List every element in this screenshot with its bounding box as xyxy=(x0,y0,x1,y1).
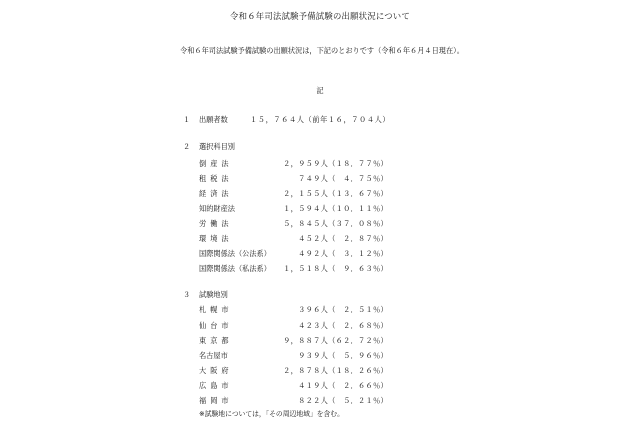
venue-label: 大阪府 xyxy=(199,366,233,375)
intro-paragraph: 令和６年司法試験予備試験の出願状況は，下記のとおりです（令和６年６月４日現在）。 xyxy=(180,46,464,55)
venue-label: 札幌市 xyxy=(199,305,233,314)
section-2-number: ２ xyxy=(183,142,191,151)
venue-footnote: ※試験地については，「その周辺地域」を含む。 xyxy=(199,410,344,418)
venue-value: ９３９人（ ５．９６％） xyxy=(298,351,388,360)
venue-label: 広島市 xyxy=(199,381,233,390)
section-1-number: １ xyxy=(183,115,191,124)
section-2-heading: 選択科目別 xyxy=(199,142,235,151)
venue-value: ３９６人（ ２．５１％） xyxy=(298,305,388,314)
subject-value: ４５２人（ ２．８７％） xyxy=(298,234,388,243)
subject-value: １，５１８人（ ９．６３％） xyxy=(283,264,388,273)
subject-label: 環境法 xyxy=(199,234,233,243)
venue-value: ２，８７８人（１８．２６％） xyxy=(283,366,388,375)
ki-heading: 記 xyxy=(316,86,324,95)
venue-value: ４２３人（ ２．６８％） xyxy=(298,321,388,330)
subject-value: ４９２人（ ３．１２％） xyxy=(298,249,388,258)
subject-label: 経済法 xyxy=(199,189,233,198)
subject-value: ２，９５９人（１８．７７％） xyxy=(283,159,388,168)
subject-label: 倒産法 xyxy=(199,159,233,168)
subject-label: 国際関係法（公法系） xyxy=(199,249,271,258)
subject-label: 労働法 xyxy=(199,219,233,228)
section-3-number: ３ xyxy=(183,290,191,299)
subject-value: ７４９人（ ４．７５％） xyxy=(298,174,388,183)
venue-label: 福岡市 xyxy=(199,396,233,405)
subject-label: 租税法 xyxy=(199,174,233,183)
subject-value: １，５９４人（１０．１１％） xyxy=(283,204,388,213)
venue-label: 東京都 xyxy=(199,336,233,345)
subject-value: ５，８４５人（３７．０８％） xyxy=(283,219,388,228)
document-title: 令和６年司法試験予備試験の出願状況について xyxy=(230,11,410,21)
venue-label: 名古屋市 xyxy=(199,351,228,360)
venue-value: ４１９人（ ２．６６％） xyxy=(298,381,388,390)
applicants-total: １５，７６４人（前年１６，７０４人） xyxy=(250,115,391,124)
subject-label: 国際関係法（私法系） xyxy=(199,264,271,273)
subject-value: ２，１５５人（１３．６７％） xyxy=(283,189,388,198)
subject-label: 知的財産法 xyxy=(199,204,235,213)
venue-value: ９，８８７人（６２．７２％） xyxy=(283,336,388,345)
section-3-heading: 試験地別 xyxy=(199,290,228,299)
section-1-heading: 出願者数 xyxy=(199,115,228,124)
venue-value: ８２２人（ ５．２１％） xyxy=(298,396,388,405)
venue-label: 仙台市 xyxy=(199,321,233,330)
